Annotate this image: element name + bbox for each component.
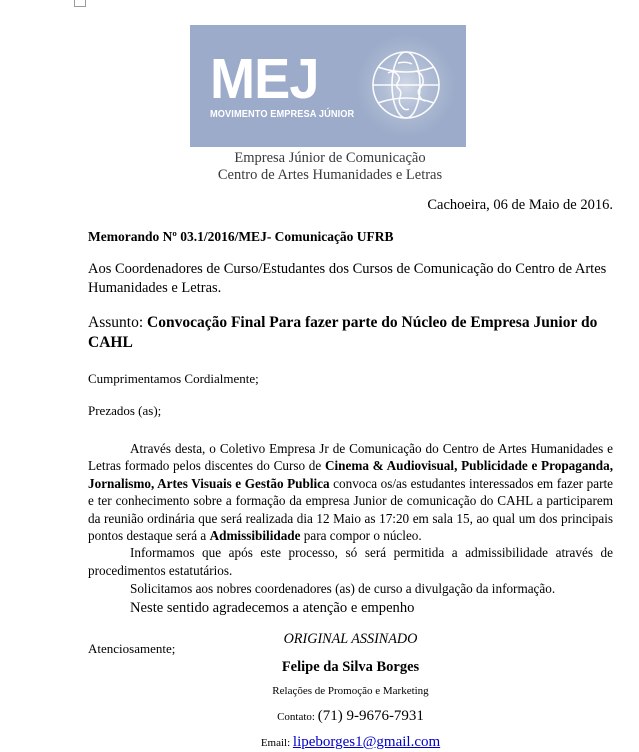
mej-logo: [210, 47, 360, 120]
date-line: Cachoeira, 06 de Maio de 2016.: [427, 197, 613, 213]
signature-email: [88, 734, 613, 752]
subject-line: [88, 313, 613, 353]
email-link[interactable]: lipeborges1@gmail.com: [292, 734, 441, 750]
organization-header: [130, 150, 530, 183]
signature-name: Felipe da Silva Borges: [281, 659, 420, 675]
signature-block: [88, 630, 613, 752]
mej-wordmark: MEJ: [210, 47, 319, 111]
contact-value: (71) 9-9676-7931: [317, 708, 424, 724]
paragraph-main-part3: para compor o núcleo.: [300, 528, 422, 544]
paragraph-main-courses: Cinema & Audiovisual, Publicidade e Propaganda, Jornalismo, Artes Visuais e Gestão Publica: [88, 458, 613, 491]
closing-line: Atenciosamente;: [88, 640, 176, 656]
paragraph-main-part1: Através desta, o Coletivo Empresa Jr de Comunicação do Centro de Artes Humanidades e Letras formado pelos discentes do Curso de: [88, 441, 613, 474]
paragraph-3: Solicitamos aos nobres coordenadores (as) de curso a divulgação da informação.: [130, 581, 556, 597]
subject-label: Assunto:: [88, 314, 144, 331]
mej-tagline: MOVIMENTO EMPRESA JÚNIOR: [210, 108, 355, 120]
paragraph-main: [88, 440, 613, 544]
cursor-anchor-mark: [74, 0, 86, 7]
signature-original-assinado: ORIGINAL ASSINADO: [283, 631, 418, 647]
organization-line-1: Empresa Júnior de Comunicação: [234, 150, 426, 166]
paragraph-main-highlight: Admissibilidade: [209, 528, 301, 544]
paragraph-2: Informamos que após este processo, só será permitida a admissibilidade através de procedimentos estatutários.: [88, 545, 613, 578]
memo-number: Memorando Nº 03.1/2016/MEJ- Comunicação UFRB: [88, 229, 394, 244]
mej-banner-background: [190, 25, 466, 147]
contact-label: Contato:: [277, 711, 315, 723]
subject-value: Convocação Final Para fazer parte do Núcleo de Empresa Junior do CAHL: [88, 314, 598, 351]
email-label: Email:: [260, 737, 291, 749]
addressee-block: Aos Coordenadores de Curso/Estudantes dos Cursos de Comunicação do Centro de Artes Humanidades e Letras.: [88, 261, 607, 296]
greeting-line-2: Prezados (as);: [88, 403, 162, 418]
greeting-line-1: Cumprimentamos Cordialmente;: [88, 371, 259, 386]
header-banner: [190, 25, 466, 147]
signature-role: Relações de Promoção e Marketing: [272, 685, 429, 697]
globe-icon: [354, 33, 458, 139]
signature-contact: [88, 708, 613, 726]
organization-line-2: Centro de Artes Humanidades e Letras: [217, 166, 443, 183]
paragraph-4: Neste sentido agradecemos a atenção e empenho: [130, 599, 415, 616]
paragraph-main-part2: convoca os/as estudantes interessados em fazer parte e ter conhecimento sobre a formação da empresa Junior de comunicação do CAHL a participarem da reunião ordinária que será realizada dia 12 Maio as 17:20 em sala 15, ao qual um dos principais pontos destaque será a: [88, 475, 613, 544]
document-body: [88, 196, 613, 658]
